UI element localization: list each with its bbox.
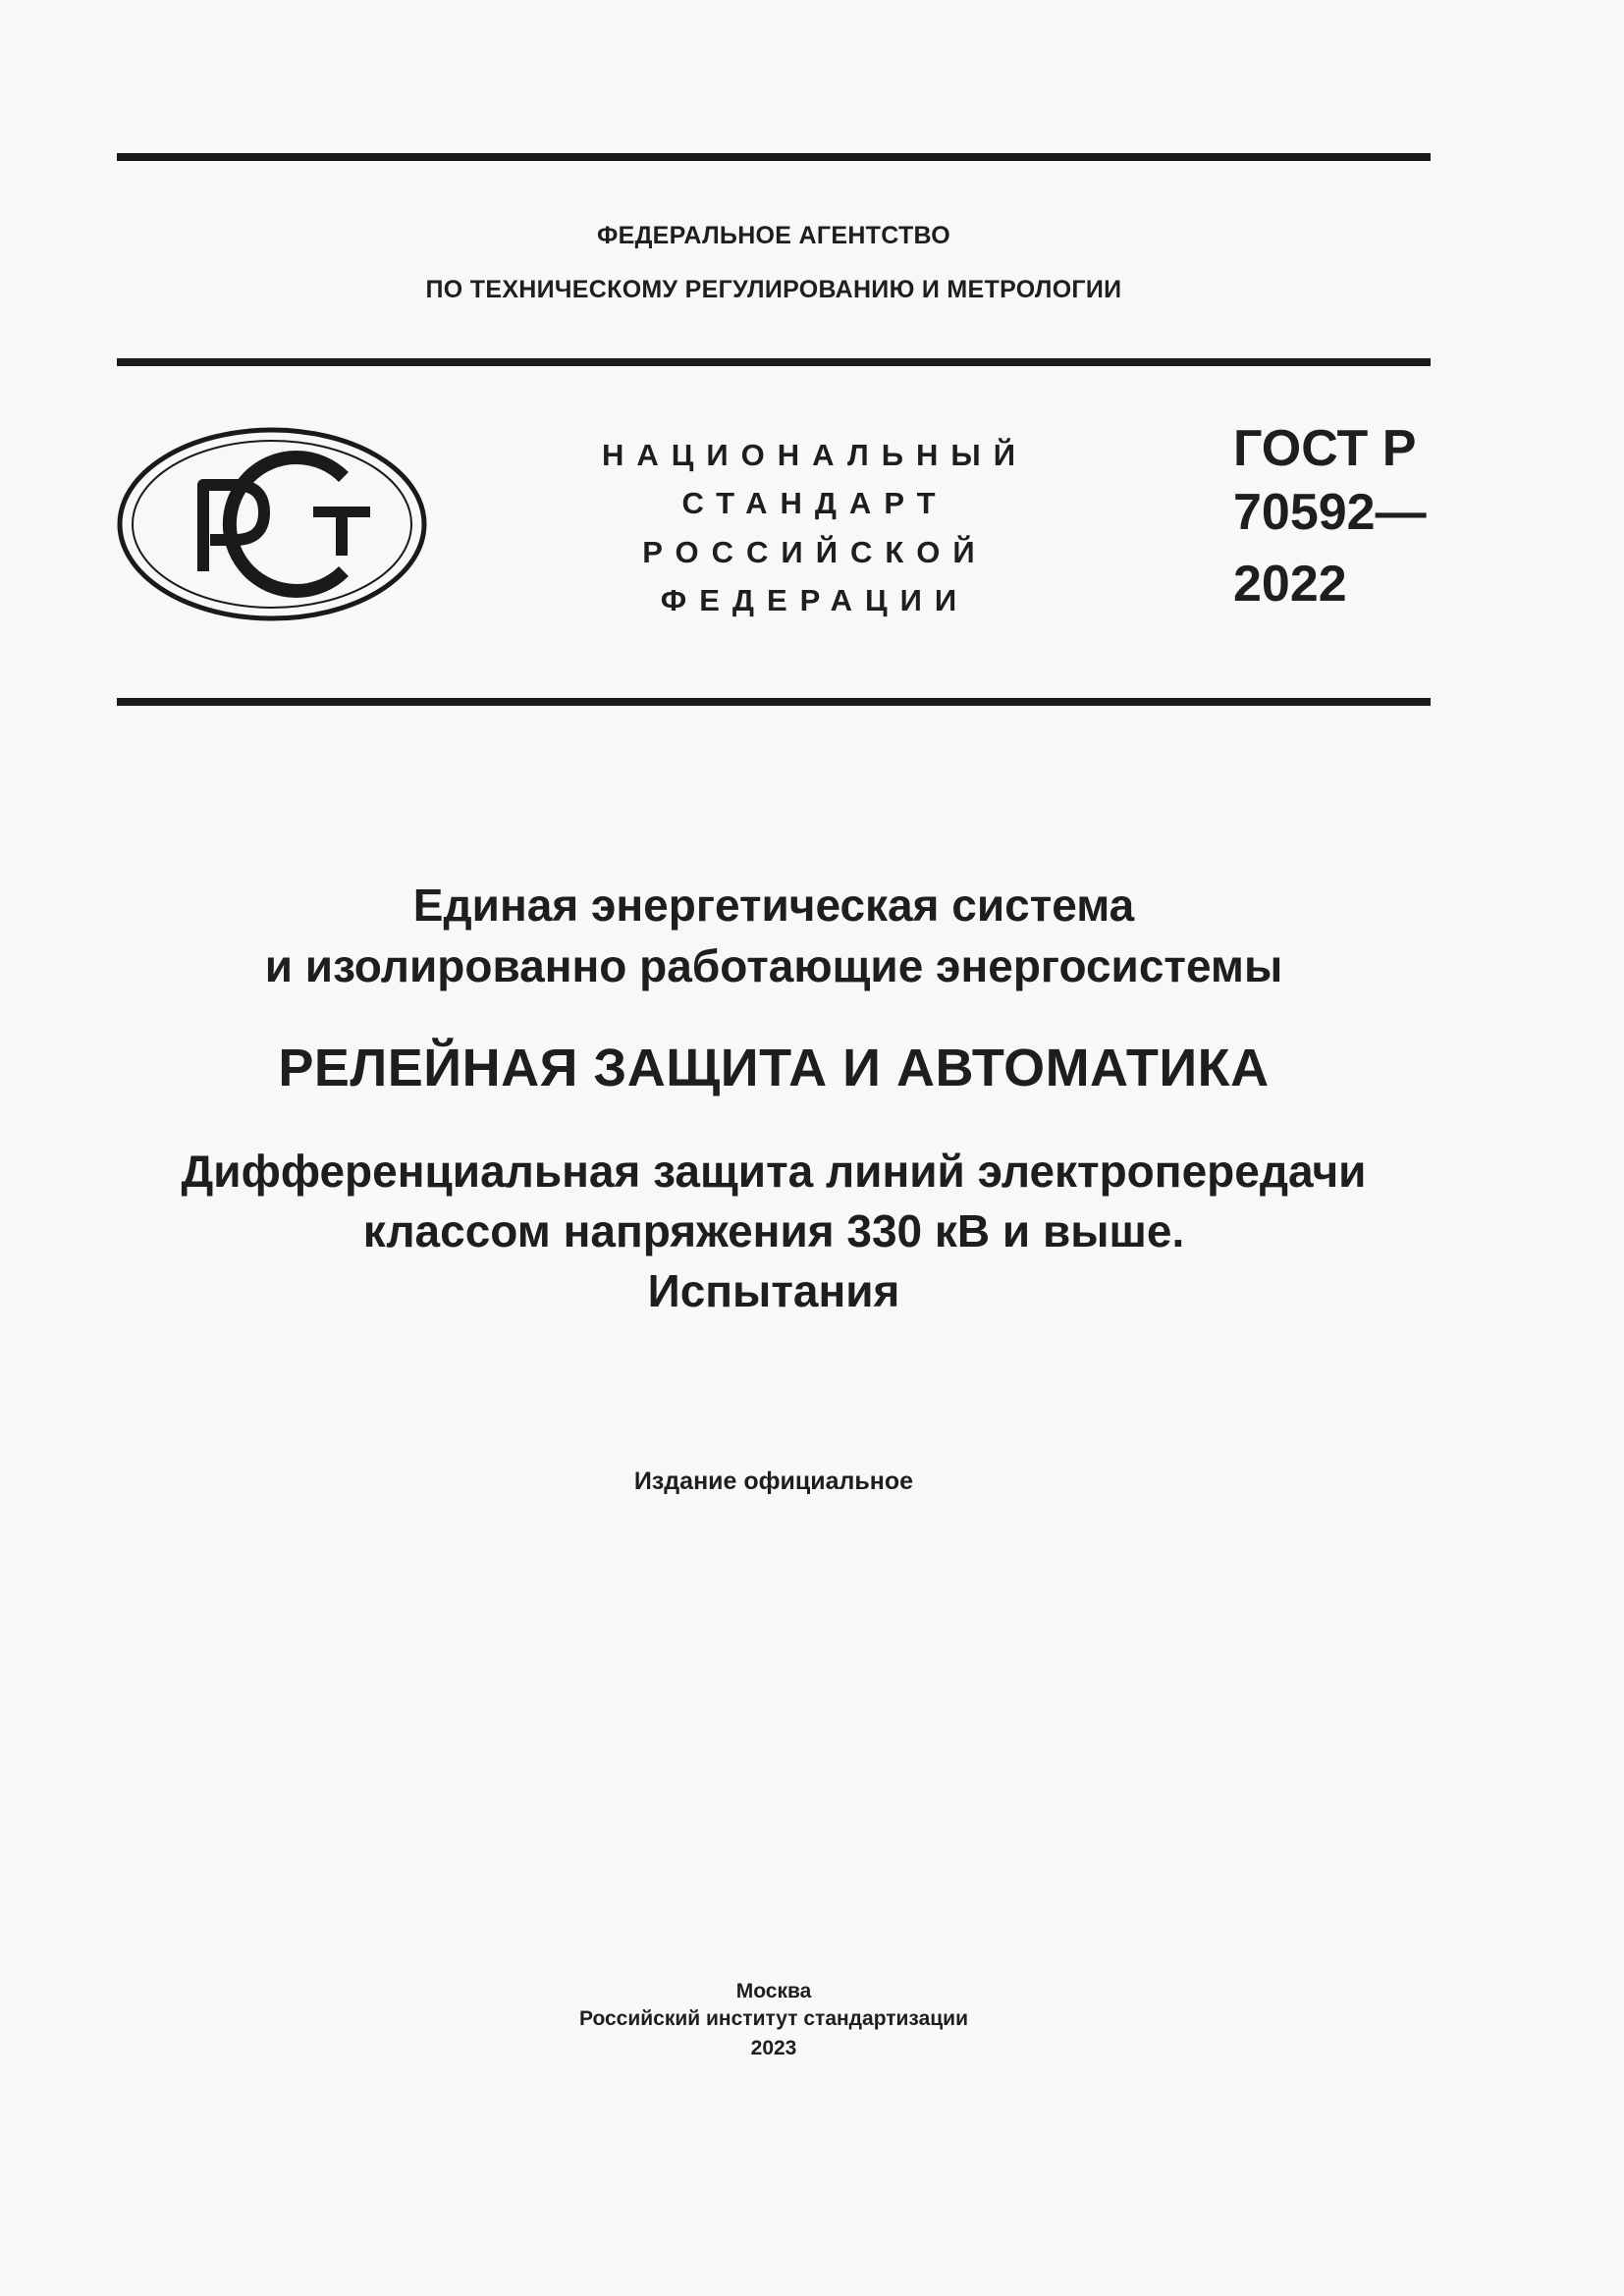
series-title-line-2: и изолированно работающие энергосистемы [264, 940, 1283, 991]
standard-designation-line: 2022 [1233, 556, 1347, 613]
gost-r-logo-icon [117, 426, 427, 622]
subtitle-line-1: Дифференциальная защита линий электропередачи [181, 1146, 1367, 1197]
series-title-line-1: Единая энергетическая система [412, 880, 1135, 931]
top-rule [117, 153, 1431, 161]
agency-name-line-1: ФЕДЕРАЛЬНОЕ АГЕНТСТВО [596, 222, 951, 249]
subtitle-line-2: классом напряжения 330 кВ и выше. [362, 1205, 1185, 1256]
national-standard-line: РОССИЙСКОЙ [642, 535, 988, 569]
imprint-publisher: Российский институт стандартизации [578, 2007, 969, 2030]
standard-designation-line: ГОСТ Р [1233, 420, 1417, 477]
header-rule [117, 358, 1431, 366]
national-standard-line: ФЕДЕРАЦИИ [660, 583, 970, 617]
main-title: РЕЛЕЙНАЯ ЗАЩИТА И АВТОМАТИКА [278, 1039, 1270, 1097]
header-bottom-rule [117, 698, 1431, 706]
standard-designation-line: 70592— [1233, 484, 1427, 541]
agency-name-line-2: ПО ТЕХНИЧЕСКОМУ РЕГУЛИРОВАНИЮ И МЕТРОЛОГИИ [425, 276, 1122, 303]
national-standard-line: НАЦИОНАЛЬНЫЙ [601, 438, 1029, 472]
imprint-city: Москва [735, 1980, 812, 2002]
national-standard-line: СТАНДАРТ [681, 486, 948, 520]
subtitle-line-3: Испытания [647, 1265, 900, 1316]
edition-note: Издание официальное [633, 1468, 914, 1495]
imprint-year: 2023 [750, 2037, 797, 2059]
